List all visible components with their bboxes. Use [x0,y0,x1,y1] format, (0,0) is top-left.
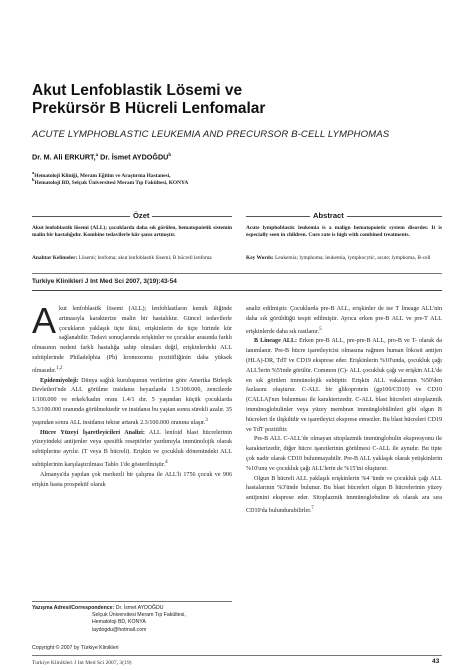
b-lineage-label: B Lineage ALL: [254,338,298,345]
author-2: Dr. İsmet AYDOĞDU [98,152,169,162]
epidemiology-ref: 3 [205,416,208,423]
correspondence-name: Dr. İsmet AYDOĞDU [114,605,164,611]
ozet-keywords [32,255,232,262]
body-paragraph-intro [32,300,232,377]
affiliation-b-sup: b [32,177,35,182]
journal-reference: Turkiye Klinikleri J Int Med Sci 2007, 3(19):43-54 [32,278,177,285]
author-1-sup: a [95,152,99,157]
body-paragraph-surface-markers [32,429,232,471]
abstract-text: Acute lymphoblastic leukemia is a malign hematopoietic system disorder. It is especially seen in children. Cure rate is high with combined treatments. [246,225,442,238]
dropcap: A [32,300,57,341]
body-paragraph-pre-b: Pre-B ALL C-ALL'de olmayan sitoplazmik immünglobulin ekspresyonu ile karakterizedir, diğer hücre işaretlerinin görülmesi C-ALL ile aynıdır. Bu tipte çok nadir olarak CD10 bulunmayabilir. Pre-B ALL yaklaşık olarak yetişkinlerin %10'unu ve çocukluk çağı ALL'lerin de %15'ini oluşturur. [246,436,442,472]
ozet-keywords-label: Anahtar Kelimeler: [32,255,78,261]
body-paragraph-analysis [246,305,442,337]
copyright: Copyright © 2007 by Türkiye Klinikleri [32,645,119,651]
analysis-text: analiz edilmiştir. Çocuklarda pre-B ALL, erişkinler de ise T lineage ALL'nin daha sık görüldüğü tespit edilmiştir. Ayrıca erken pre-B ALL ve pre-T ALL erişkinlerde daha sık rastlanır. [246,306,442,335]
abstract-heading: Abstract [310,211,347,220]
correspondence-email: iaydogdu@hotmail.com [92,626,147,633]
journal-rule-bottom [32,290,442,291]
abstract-keywords [246,255,442,262]
body-paragraph-b-lineage [246,337,442,435]
surface-markers-label: Hücre Yüzeyi İşaretleyicileri Analizi: [40,429,145,436]
ozet-heading: Özet [130,211,152,220]
intro-text: kut lenfoblastik lösemi (ALL); lenfoblastların kemik iliğinde artmasıyla karakterize malin bir hastalıktır. Güncel tedavilerle çocukların yaklaşık üçte ikisi, erişkinlerin de üçte birinde kür sağlanabilir. Tedavi sonuçlarında erişkinler ve çocuklar arasında farklı olmasının nedeni farklı hastalığa sahip olmaları değil, erişkinlerdeki ALL subtiplerinde Philadelphia (Ph) kromozomu pozitifliğinin daha yüksek olmasıdır. [32,306,232,374]
surface-markers-ref: 4 [165,459,168,466]
affiliation-b [32,177,332,186]
b-lineage-text: Erken pre-B ALL, pre-pre-B ALL, pro-B ve T- olarak da tanımlanır. Pre-B hücre işaretleyicisi olmasına rağmen human lökosit antijen (HLA)-DR, TdT ve CD19 eksprese eder. Erişkinlerin %10'unda, çocukluk çağı ALL'lerin %5'inde görülür. Common (C)- ALL çocukluk çağı ve erişkin ALL'de en sık görülen immünolojik subtiptir. Erişkin ALL vakalarının %50'den fazlasını oluşturur. C-ALL bir glikoprotein (gp100/CD10) ve CD10 (CALLA)'nın bulunması ile karakterizedir. C-ALL blast hücreleri sitoplazmik immünoglobulinler veya yüzey membran immünglobülinleri gibi olgun B hücreleri ile ilişkilidir ve işaretleyici eksprese etmezler. Bu blast hücreleri CD19 ve TdT pozitiftir. [246,338,443,433]
body-paragraph-germany: Almanya'da yapılan çok merkezli bir çalışma ile ALL'li 1756 çocuk ve 906 erişkin hasta prospektif olarak [32,471,232,488]
affiliation-b-text: Hematoloji BD, Selçuk Üniversitesi Meram Tıp Fakültesi, KONYA [34,179,189,186]
intro-ref: 1,2 [56,364,63,371]
epidemiology-label: Epidemiyoloji: [40,377,79,384]
author-2-sup: b [168,152,172,157]
analysis-ref: 5 [319,325,322,332]
abstract-keywords-text: Leukemia; lymphoma; leukemia, lymphocytic, acute; lymphoma, B-cell [273,255,431,261]
mature-b-ref: 7 [311,504,314,511]
mature-b-text: Olgun B hücreli ALL yaklaşık erişkinlerin %4 'ünde ve çocukluk çağı ALL hastalarının %3'ünde bulunur. Bu blast hücreleri olgun B hücrelerinin yüzey antijenini eksprese eder. Sitoplazmik immünoglobuline ek olarak ara sıra CD10'da bulundurabilirler. [246,475,442,514]
correspondence-line-3: Hematoloji BD, KONYA [92,619,146,626]
correspondence-line-2: Selçuk Üniversitesi Meram Tıp Fakültesi, [92,612,186,619]
body-right-column [246,305,442,517]
article-title-line1: Akut Lenfoblastik Lösemi ve [32,82,243,99]
epidemiology-text: Dünya sağlık kuruluşunun verilerine göre Amerika Birleşik Devletleri'nde ALL görülme insidansı beyazlarda 1.5/100.000, zencilerde 1/100.000 ve erkek/kadın oranı 1.4/1 dır. 5 yaşından küçük çocuklarda 5.3/100.000 oranında görülmektedir ve insidansı bu yaştan sonra sürekli azalır. 35 yaşından sonra ALL insidansı tekrar artarak 2.3/100.000 oranına ulaşır. [32,377,232,426]
page-number: 43 [432,658,440,665]
journal-rule-top [32,273,442,274]
affiliation-a-sup: a [32,170,35,175]
article-subtitle: ACUTE LYMPHOBLASTIC LEUKEMIA AND PRECURSOR B-CELL LYMPHOMAS [32,129,390,140]
article-title [32,82,452,118]
body-paragraph-mature-b [246,475,442,517]
correspondence-label: Yazışma Adresi/Correspondence: [32,605,115,611]
footer-rule [32,655,442,656]
affiliation-a-text: Hematoloji Kliniği, Meram Eğitim ve Araştırma Hastanesi, [34,172,171,179]
ozet-text: Akut lenfoblastik lösemi (ALL); çocuklarda daha sık görülen, hematopoietik sistemin malin bir hastalığıdır. Kombine tedavilerle kür şansı artmıştır. [32,225,232,238]
ozet-keywords-text: Lösemi; lenfoma; akut lenfoblastik lösemi; B hücreli lenfoma [77,255,212,261]
body-left-column [32,300,232,490]
surface-markers-text: ALL lenfoid blast hücrelerinin yüzeyindeki antijenler veya spesifik reseptörler yardımıyla immünolojik olarak subtiplerine ayrılır. (T veya B hücreli). Erişkin ve çocukluk dönemindeki ALL subtiplerinin karşılaştırılması Tablo 1'de gösterilmiştir. [32,429,232,469]
authors [32,152,171,161]
correspondence [32,605,232,634]
article-title-line2: Prekürsör B Hücreli Lenfomalar [32,100,266,117]
footer-journal: Turkiye Klinikleri J Int Med Sci 2007, 3(19) [32,660,132,666]
abstract-keywords-label: Key Words: [246,255,274,261]
author-1: Dr. M. Ali ERKURT, [32,152,96,162]
body-paragraph-epidemiology [32,377,232,429]
correspondence-rule [32,601,232,602]
